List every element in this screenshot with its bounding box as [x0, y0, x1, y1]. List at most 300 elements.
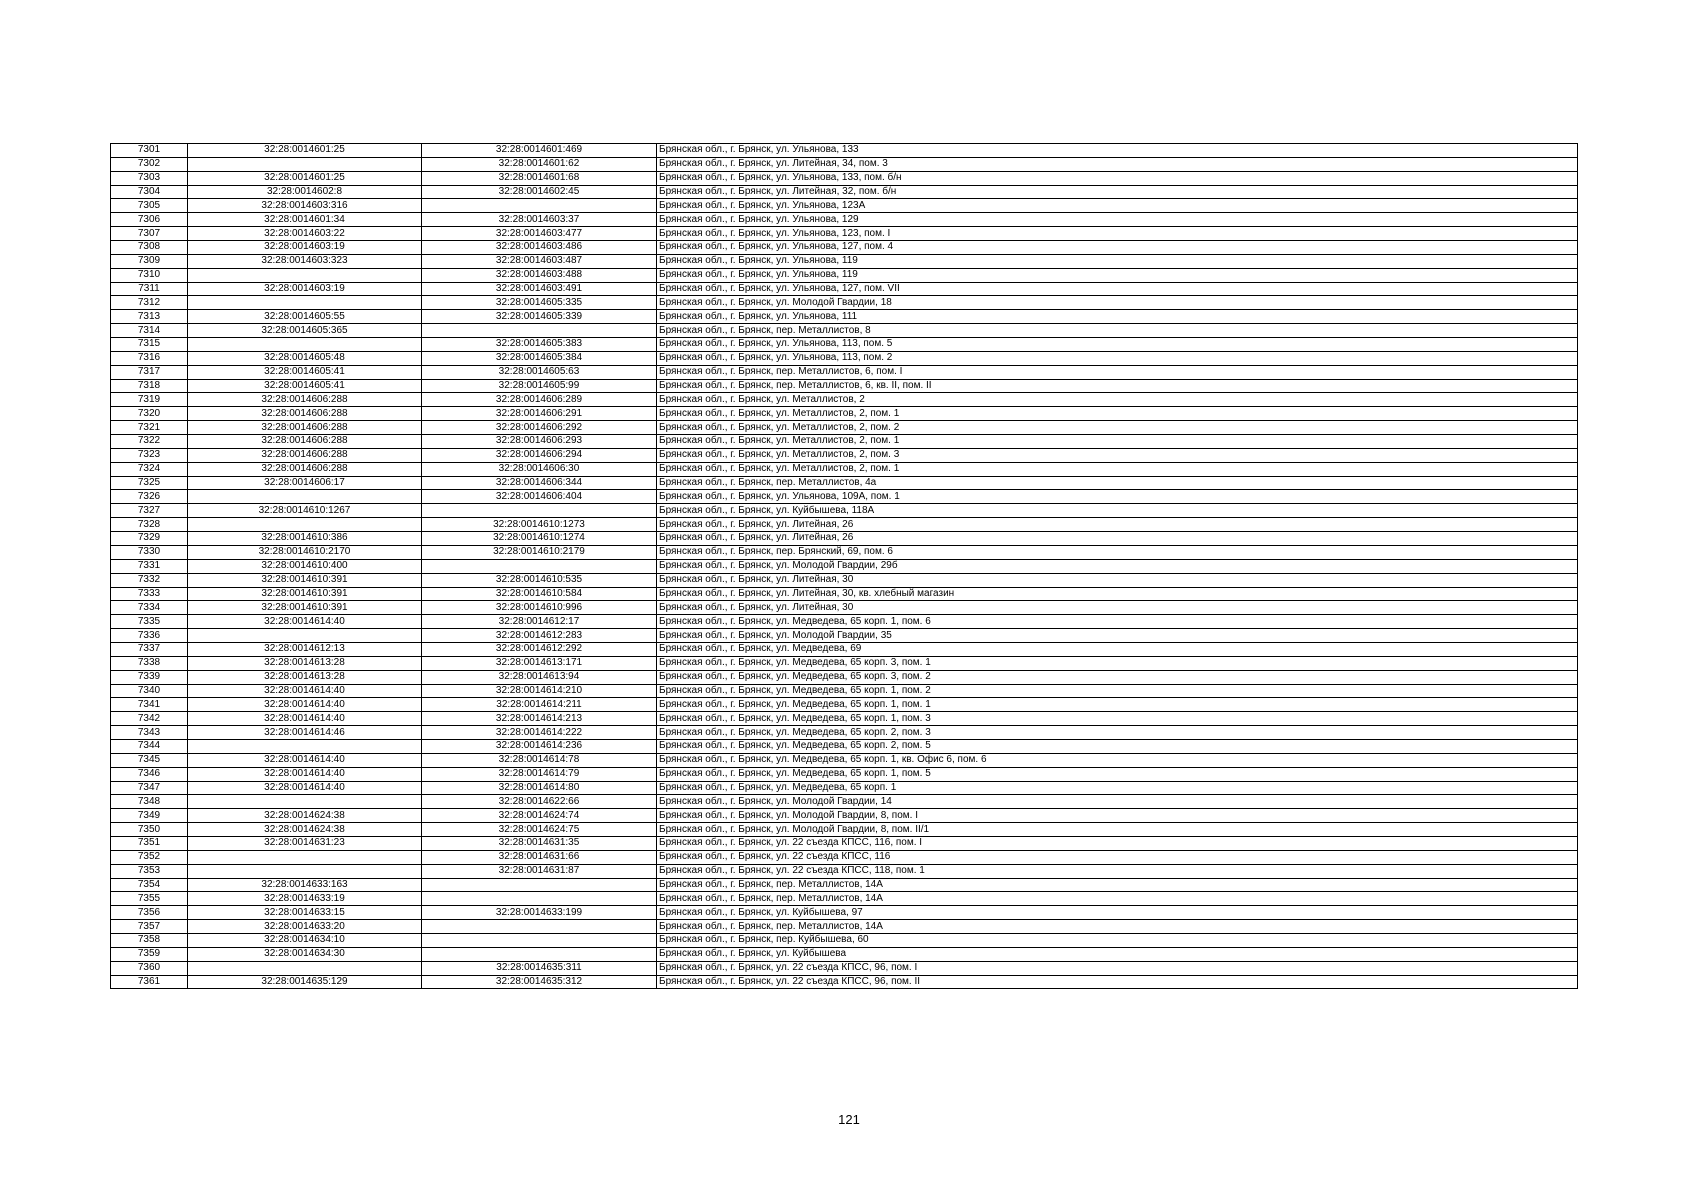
cadastral-number-cell: 32:28:0014614:40: [188, 698, 422, 712]
row-number-cell: 7352: [111, 850, 188, 864]
cadastral-number-secondary-cell: 32:28:0014603:37: [422, 213, 657, 227]
table-row: [111, 739, 1578, 753]
cadastral-number-cell: 32:28:0014633:163: [188, 878, 422, 892]
cadastral-number-secondary-cell: 32:28:0014603:491: [422, 282, 657, 296]
address-cell: Брянская обл., г. Брянск, ул. Медведева, 65 корп. 1, кв. Офис 6, пом. 6: [657, 753, 1578, 767]
cadastral-number-cell: 32:28:0014614:40: [188, 615, 422, 629]
cadastral-number-secondary-cell: 32:28:0014612:292: [422, 642, 657, 656]
table-row: [111, 698, 1578, 712]
cadastral-number-cell: [188, 850, 422, 864]
cadastral-number-secondary-cell: 32:28:0014605:63: [422, 365, 657, 379]
table-row: [111, 892, 1578, 906]
address-cell: Брянская обл., г. Брянск, ул. Ульянова, 127, пом. 4: [657, 241, 1578, 255]
cadastral-number-cell: 32:28:0014635:129: [188, 975, 422, 989]
cadastral-number-cell: 32:28:0014613:28: [188, 670, 422, 684]
row-number-cell: 7308: [111, 241, 188, 255]
cadastral-number-secondary-cell: 32:28:0014610:1273: [422, 518, 657, 532]
row-number-cell: 7302: [111, 157, 188, 171]
address-cell: Брянская обл., г. Брянск, ул. Ульянова, 123, пом. I: [657, 227, 1578, 241]
cadastral-number-secondary-cell: 32:28:0014635:312: [422, 975, 657, 989]
table-row: [111, 920, 1578, 934]
cadastral-number-cell: 32:28:0014606:288: [188, 435, 422, 449]
table-row: [111, 476, 1578, 490]
cadastral-number-secondary-cell: [422, 324, 657, 338]
cadastral-number-cell: 32:28:0014624:38: [188, 823, 422, 837]
cadastral-number-secondary-cell: 32:28:0014612:17: [422, 615, 657, 629]
cadastral-number-cell: [188, 268, 422, 282]
row-number-cell: 7323: [111, 448, 188, 462]
cadastral-number-secondary-cell: 32:28:0014622:66: [422, 795, 657, 809]
row-number-cell: 7343: [111, 726, 188, 740]
table-row: [111, 906, 1578, 920]
cadastral-number-cell: [188, 157, 422, 171]
row-number-cell: 7347: [111, 781, 188, 795]
table-row: [111, 282, 1578, 296]
row-number-cell: 7353: [111, 864, 188, 878]
cadastral-number-cell: 32:28:0014603:19: [188, 282, 422, 296]
table-row: [111, 504, 1578, 518]
row-number-cell: 7337: [111, 642, 188, 656]
row-number-cell: 7348: [111, 795, 188, 809]
cadastral-number-secondary-cell: 32:28:0014610:535: [422, 573, 657, 587]
cadastral-number-secondary-cell: 32:28:0014606:30: [422, 462, 657, 476]
address-cell: Брянская обл., г. Брянск, ул. Медведева, 65 корп. 3, пом. 1: [657, 656, 1578, 670]
table-row: [111, 545, 1578, 559]
row-number-cell: 7303: [111, 171, 188, 185]
page-number: 121: [838, 1112, 860, 1127]
address-cell: Брянская обл., г. Брянск, ул. Металлистов, 2, пом. 2: [657, 421, 1578, 435]
row-number-cell: 7332: [111, 573, 188, 587]
cadastral-number-cell: 32:28:0014633:15: [188, 906, 422, 920]
cadastral-number-cell: 32:28:0014614:40: [188, 753, 422, 767]
address-cell: Брянская обл., г. Брянск, ул. Ульянова, 113, пом. 2: [657, 351, 1578, 365]
table-row: [111, 310, 1578, 324]
table-row: [111, 781, 1578, 795]
table-row: [111, 947, 1578, 961]
cadastral-number-cell: 32:28:0014606:288: [188, 407, 422, 421]
cadastral-number-secondary-cell: 32:28:0014614:213: [422, 712, 657, 726]
address-cell: Брянская обл., г. Брянск, ул. Металлистов, 2: [657, 393, 1578, 407]
row-number-cell: 7314: [111, 324, 188, 338]
cadastral-number-secondary-cell: 32:28:0014605:384: [422, 351, 657, 365]
cadastral-number-cell: 32:28:0014605:48: [188, 351, 422, 365]
cadastral-number-secondary-cell: 32:28:0014605:339: [422, 310, 657, 324]
row-number-cell: 7319: [111, 393, 188, 407]
cadastral-number-cell: 32:28:0014605:41: [188, 365, 422, 379]
cadastral-number-secondary-cell: 32:28:0014614:222: [422, 726, 657, 740]
table-row: [111, 850, 1578, 864]
address-cell: Брянская обл., г. Брянск, пер. Металлистов, 6, кв. II, пом. II: [657, 379, 1578, 393]
table-row: [111, 448, 1578, 462]
row-number-cell: 7321: [111, 421, 188, 435]
cadastral-number-secondary-cell: [422, 892, 657, 906]
cadastral-number-secondary-cell: [422, 559, 657, 573]
cadastral-number-secondary-cell: 32:28:0014631:87: [422, 864, 657, 878]
cadastral-number-secondary-cell: 32:28:0014606:292: [422, 421, 657, 435]
address-cell: Брянская обл., г. Брянск, ул. Медведева, 65 корп. 3, пом. 2: [657, 670, 1578, 684]
table-row: [111, 642, 1578, 656]
address-cell: Брянская обл., г. Брянск, ул. Ульянова, 133: [657, 144, 1578, 158]
table-row: [111, 351, 1578, 365]
cadastral-number-secondary-cell: 32:28:0014606:344: [422, 476, 657, 490]
row-number-cell: 7359: [111, 947, 188, 961]
row-number-cell: 7304: [111, 185, 188, 199]
row-number-cell: 7317: [111, 365, 188, 379]
cadastral-number-secondary-cell: 32:28:0014605:335: [422, 296, 657, 310]
address-cell: Брянская обл., г. Брянск, ул. Куйбышева, 97: [657, 906, 1578, 920]
cadastral-number-secondary-cell: 32:28:0014606:404: [422, 490, 657, 504]
address-cell: Брянская обл., г. Брянск, ул. Ульянова, 111: [657, 310, 1578, 324]
cadastral-number-secondary-cell: 32:28:0014601:68: [422, 171, 657, 185]
cadastral-number-cell: [188, 338, 422, 352]
row-number-cell: 7325: [111, 476, 188, 490]
address-cell: Брянская обл., г. Брянск, ул. Металлистов, 2, пом. 1: [657, 462, 1578, 476]
address-cell: Брянская обл., г. Брянск, ул. Медведева, 69: [657, 642, 1578, 656]
address-cell: Брянская обл., г. Брянск, ул. Медведева, 65 корп. 1, пом. 6: [657, 615, 1578, 629]
address-cell: Брянская обл., г. Брянск, ул. 22 съезда КПСС, 96, пом. II: [657, 975, 1578, 989]
table-row: [111, 587, 1578, 601]
table-row: [111, 601, 1578, 615]
cadastral-number-secondary-cell: 32:28:0014612:283: [422, 629, 657, 643]
row-number-cell: 7334: [111, 601, 188, 615]
address-cell: Брянская обл., г. Брянск, ул. 22 съезда КПСС, 96, пом. I: [657, 961, 1578, 975]
row-number-cell: 7349: [111, 809, 188, 823]
address-cell: Брянская обл., г. Брянск, ул. Молодой Гвардии, 14: [657, 795, 1578, 809]
cadastral-number-cell: 32:28:0014610:391: [188, 573, 422, 587]
table-row: [111, 241, 1578, 255]
cadastral-number-secondary-cell: 32:28:0014610:2179: [422, 545, 657, 559]
table-row: [111, 199, 1578, 213]
cadastral-number-secondary-cell: 32:28:0014606:289: [422, 393, 657, 407]
cadastral-number-cell: 32:28:0014601:25: [188, 144, 422, 158]
row-number-cell: 7344: [111, 739, 188, 753]
address-cell: Брянская обл., г. Брянск, ул. Литейная, 30: [657, 573, 1578, 587]
address-cell: Брянская обл., г. Брянск, ул. Медведева, 65 корп. 2, пом. 5: [657, 739, 1578, 753]
cadastral-number-cell: 32:28:0014613:28: [188, 656, 422, 670]
cadastral-number-secondary-cell: 32:28:0014631:35: [422, 836, 657, 850]
table-row: [111, 338, 1578, 352]
cadastral-number-secondary-cell: [422, 933, 657, 947]
cadastral-number-secondary-cell: 32:28:0014610:1274: [422, 532, 657, 546]
cadastral-number-secondary-cell: 32:28:0014605:383: [422, 338, 657, 352]
address-cell: Брянская обл., г. Брянск, ул. Молодой Гвардии, 8, пом. I: [657, 809, 1578, 823]
cadastral-number-secondary-cell: 32:28:0014603:487: [422, 254, 657, 268]
address-cell: Брянская обл., г. Брянск, ул. Литейная, 30, кв. хлебный магазин: [657, 587, 1578, 601]
table-row: [111, 144, 1578, 158]
cadastral-number-secondary-cell: 32:28:0014613:171: [422, 656, 657, 670]
cadastral-number-cell: 32:28:0014614:40: [188, 781, 422, 795]
cadastral-number-cell: 32:28:0014633:19: [188, 892, 422, 906]
address-cell: Брянская обл., г. Брянск, ул. Куйбышева, 118А: [657, 504, 1578, 518]
cadastral-number-cell: 32:28:0014634:10: [188, 933, 422, 947]
cadastral-number-cell: [188, 961, 422, 975]
table-row: [111, 809, 1578, 823]
row-number-cell: 7346: [111, 767, 188, 781]
cadastral-number-secondary-cell: 32:28:0014614:236: [422, 739, 657, 753]
row-number-cell: 7301: [111, 144, 188, 158]
address-cell: Брянская обл., г. Брянск, пер. Металлистов, 14А: [657, 920, 1578, 934]
row-number-cell: 7354: [111, 878, 188, 892]
row-number-cell: 7322: [111, 435, 188, 449]
cadastral-number-cell: 32:28:0014610:391: [188, 601, 422, 615]
table-row: [111, 656, 1578, 670]
cadastral-number-secondary-cell: 32:28:0014601:62: [422, 157, 657, 171]
table-row: [111, 185, 1578, 199]
table-row: [111, 324, 1578, 338]
table-row: [111, 490, 1578, 504]
address-cell: Брянская обл., г. Брянск, ул. Ульянова, 119: [657, 268, 1578, 282]
address-cell: Брянская обл., г. Брянск, ул. Медведева, 65 корп. 1: [657, 781, 1578, 795]
cadastral-number-secondary-cell: 32:28:0014614:79: [422, 767, 657, 781]
address-cell: Брянская обл., г. Брянск, ул. Медведева, 65 корп. 1, пом. 1: [657, 698, 1578, 712]
address-cell: Брянская обл., г. Брянск, ул. 22 съезда КПСС, 118, пом. 1: [657, 864, 1578, 878]
row-number-cell: 7318: [111, 379, 188, 393]
cadastral-number-secondary-cell: 32:28:0014602:45: [422, 185, 657, 199]
address-cell: Брянская обл., г. Брянск, ул. Ульянова, 119: [657, 254, 1578, 268]
cadastral-number-cell: 32:28:0014606:288: [188, 421, 422, 435]
row-number-cell: 7313: [111, 310, 188, 324]
cadastral-number-cell: 32:28:0014601:34: [188, 213, 422, 227]
address-cell: Брянская обл., г. Брянск, пер. Металлистов, 6, пом. I: [657, 365, 1578, 379]
table-row: [111, 421, 1578, 435]
cadastral-number-cell: 32:28:0014606:288: [188, 393, 422, 407]
table-row: [111, 296, 1578, 310]
address-cell: Брянская обл., г. Брянск, ул. Металлистов, 2, пом. 1: [657, 407, 1578, 421]
cadastral-number-cell: 32:28:0014610:391: [188, 587, 422, 601]
row-number-cell: 7307: [111, 227, 188, 241]
table-row: [111, 823, 1578, 837]
row-number-cell: 7356: [111, 906, 188, 920]
address-cell: Брянская обл., г. Брянск, ул. 22 съезда КПСС, 116, пом. I: [657, 836, 1578, 850]
address-cell: Брянская обл., г. Брянск, ул. Ульянова, 113, пом. 5: [657, 338, 1578, 352]
cadastral-number-secondary-cell: 32:28:0014610:996: [422, 601, 657, 615]
table-row: [111, 684, 1578, 698]
row-number-cell: 7329: [111, 532, 188, 546]
cadastral-number-cell: [188, 296, 422, 310]
cadastral-number-cell: [188, 739, 422, 753]
address-cell: Брянская обл., г. Брянск, ул. Литейная, 26: [657, 532, 1578, 546]
cadastral-number-secondary-cell: [422, 199, 657, 213]
address-cell: Брянская обл., г. Брянск, ул. Молодой Гвардии, 29б: [657, 559, 1578, 573]
cadastral-number-secondary-cell: 32:28:0014605:99: [422, 379, 657, 393]
cadastral-number-cell: 32:28:0014614:40: [188, 712, 422, 726]
address-cell: Брянская обл., г. Брянск, ул. Ульянова, 123А: [657, 199, 1578, 213]
address-cell: Брянская обл., г. Брянск, пер. Куйбышева, 60: [657, 933, 1578, 947]
cadastral-number-cell: 32:28:0014605:55: [188, 310, 422, 324]
table-row: [111, 573, 1578, 587]
address-cell: Брянская обл., г. Брянск, пер. Металлистов, 14А: [657, 878, 1578, 892]
cadastral-number-secondary-cell: [422, 947, 657, 961]
address-cell: Брянская обл., г. Брянск, ул. Медведева, 65 корп. 1, пом. 5: [657, 767, 1578, 781]
registry-table: [110, 143, 1578, 989]
cadastral-number-cell: 32:28:0014601:25: [188, 171, 422, 185]
cadastral-number-cell: 32:28:0014633:20: [188, 920, 422, 934]
table-row: [111, 407, 1578, 421]
row-number-cell: 7335: [111, 615, 188, 629]
cadastral-number-cell: 32:28:0014605:41: [188, 379, 422, 393]
cadastral-number-cell: 32:28:0014624:38: [188, 809, 422, 823]
row-number-cell: 7311: [111, 282, 188, 296]
registry-table-body: [111, 144, 1578, 989]
row-number-cell: 7351: [111, 836, 188, 850]
cadastral-number-cell: [188, 795, 422, 809]
address-cell: Брянская обл., г. Брянск, ул. Ульянова, 109А, пом. 1: [657, 490, 1578, 504]
row-number-cell: 7328: [111, 518, 188, 532]
cadastral-number-secondary-cell: 32:28:0014606:293: [422, 435, 657, 449]
cadastral-number-cell: 32:28:0014614:40: [188, 684, 422, 698]
cadastral-number-secondary-cell: 32:28:0014603:486: [422, 241, 657, 255]
table-row: [111, 836, 1578, 850]
cadastral-number-secondary-cell: 32:28:0014606:291: [422, 407, 657, 421]
row-number-cell: 7355: [111, 892, 188, 906]
table-row: [111, 365, 1578, 379]
table-row: [111, 393, 1578, 407]
table-row: [111, 670, 1578, 684]
row-number-cell: 7341: [111, 698, 188, 712]
table-row: [111, 254, 1578, 268]
cadastral-number-secondary-cell: [422, 920, 657, 934]
row-number-cell: 7306: [111, 213, 188, 227]
cadastral-number-cell: 32:28:0014610:386: [188, 532, 422, 546]
address-cell: Брянская обл., г. Брянск, ул. Медведева, 65 корп. 2, пом. 3: [657, 726, 1578, 740]
row-number-cell: 7340: [111, 684, 188, 698]
row-number-cell: 7336: [111, 629, 188, 643]
cadastral-number-secondary-cell: 32:28:0014614:80: [422, 781, 657, 795]
address-cell: Брянская обл., г. Брянск, ул. Литейная, 26: [657, 518, 1578, 532]
table-row: [111, 961, 1578, 975]
cadastral-number-cell: 32:28:0014602:8: [188, 185, 422, 199]
cadastral-number-cell: 32:28:0014606:288: [188, 448, 422, 462]
cadastral-number-secondary-cell: 32:28:0014633:199: [422, 906, 657, 920]
row-number-cell: 7342: [111, 712, 188, 726]
cadastral-number-cell: 32:28:0014631:23: [188, 836, 422, 850]
cadastral-number-secondary-cell: 32:28:0014614:210: [422, 684, 657, 698]
cadastral-number-secondary-cell: 32:28:0014614:211: [422, 698, 657, 712]
address-cell: Брянская обл., г. Брянск, ул. Литейная, 32, пом. б/н: [657, 185, 1578, 199]
table-row: [111, 933, 1578, 947]
cadastral-number-secondary-cell: 32:28:0014610:584: [422, 587, 657, 601]
table-row: [111, 518, 1578, 532]
address-cell: Брянская обл., г. Брянск, ул. Металлистов, 2, пом. 1: [657, 435, 1578, 449]
row-number-cell: 7316: [111, 351, 188, 365]
cadastral-number-cell: 32:28:0014610:2170: [188, 545, 422, 559]
cadastral-number-secondary-cell: 32:28:0014624:75: [422, 823, 657, 837]
table-row: [111, 726, 1578, 740]
row-number-cell: 7312: [111, 296, 188, 310]
cadastral-number-secondary-cell: 32:28:0014613:94: [422, 670, 657, 684]
cadastral-number-cell: 32:28:0014606:17: [188, 476, 422, 490]
row-number-cell: 7324: [111, 462, 188, 476]
cadastral-number-secondary-cell: 32:28:0014631:66: [422, 850, 657, 864]
table-row: [111, 171, 1578, 185]
cadastral-number-cell: 32:28:0014605:365: [188, 324, 422, 338]
cadastral-number-cell: [188, 490, 422, 504]
address-cell: Брянская обл., г. Брянск, ул. Молодой Гвардии, 18: [657, 296, 1578, 310]
table-row: [111, 462, 1578, 476]
address-cell: Брянская обл., г. Брянск, ул. Медведева, 65 корп. 1, пом. 3: [657, 712, 1578, 726]
cadastral-number-cell: [188, 864, 422, 878]
table-row: [111, 795, 1578, 809]
address-cell: Брянская обл., г. Брянск, ул. Куйбышева: [657, 947, 1578, 961]
cadastral-number-secondary-cell: [422, 878, 657, 892]
table-row: [111, 864, 1578, 878]
cadastral-number-cell: 32:28:0014634:30: [188, 947, 422, 961]
cadastral-number-cell: 32:28:0014603:323: [188, 254, 422, 268]
row-number-cell: 7326: [111, 490, 188, 504]
address-cell: Брянская обл., г. Брянск, ул. Металлистов, 2, пом. 3: [657, 448, 1578, 462]
address-cell: Брянская обл., г. Брянск, ул. Молодой Гвардии, 8, пом. II/1: [657, 823, 1578, 837]
address-cell: Брянская обл., г. Брянск, ул. Ульянова, 133, пом. б/н: [657, 171, 1578, 185]
cadastral-number-secondary-cell: 32:28:0014603:488: [422, 268, 657, 282]
row-number-cell: 7331: [111, 559, 188, 573]
cadastral-number-cell: [188, 629, 422, 643]
table-row: [111, 712, 1578, 726]
table-row: [111, 227, 1578, 241]
row-number-cell: 7357: [111, 920, 188, 934]
cadastral-number-secondary-cell: 32:28:0014601:469: [422, 144, 657, 158]
cadastral-number-cell: 32:28:0014603:22: [188, 227, 422, 241]
cadastral-number-cell: 32:28:0014610:400: [188, 559, 422, 573]
address-cell: Брянская обл., г. Брянск, ул. Литейная, 30: [657, 601, 1578, 615]
row-number-cell: 7310: [111, 268, 188, 282]
cadastral-number-cell: 32:28:0014603:316: [188, 199, 422, 213]
address-cell: Брянская обл., г. Брянск, ул. Медведева, 65 корп. 1, пом. 2: [657, 684, 1578, 698]
row-number-cell: 7330: [111, 545, 188, 559]
table-row: [111, 435, 1578, 449]
cadastral-number-secondary-cell: 32:28:0014635:311: [422, 961, 657, 975]
address-cell: Брянская обл., г. Брянск, ул. Ульянова, 127, пом. VII: [657, 282, 1578, 296]
table-row: [111, 975, 1578, 989]
address-cell: Брянская обл., г. Брянск, пер. Металлистов, 4а: [657, 476, 1578, 490]
table-row: [111, 157, 1578, 171]
row-number-cell: 7333: [111, 587, 188, 601]
row-number-cell: 7345: [111, 753, 188, 767]
row-number-cell: 7350: [111, 823, 188, 837]
table-row: [111, 615, 1578, 629]
row-number-cell: 7315: [111, 338, 188, 352]
cadastral-number-cell: [188, 518, 422, 532]
table-row: [111, 629, 1578, 643]
row-number-cell: 7361: [111, 975, 188, 989]
table-row: [111, 268, 1578, 282]
row-number-cell: 7309: [111, 254, 188, 268]
cadastral-number-cell: 32:28:0014612:13: [188, 642, 422, 656]
row-number-cell: 7320: [111, 407, 188, 421]
table-row: [111, 213, 1578, 227]
table-row: [111, 753, 1578, 767]
table-row: [111, 379, 1578, 393]
cadastral-number-cell: 32:28:0014610:1267: [188, 504, 422, 518]
cadastral-number-secondary-cell: 32:28:0014624:74: [422, 809, 657, 823]
cadastral-number-secondary-cell: 32:28:0014614:78: [422, 753, 657, 767]
cadastral-number-cell: 32:28:0014614:46: [188, 726, 422, 740]
table-row: [111, 532, 1578, 546]
row-number-cell: 7305: [111, 199, 188, 213]
address-cell: Брянская обл., г. Брянск, ул. Литейная, 34, пом. 3: [657, 157, 1578, 171]
cadastral-number-secondary-cell: [422, 504, 657, 518]
table-row: [111, 559, 1578, 573]
cadastral-number-cell: 32:28:0014614:40: [188, 767, 422, 781]
table-row: [111, 767, 1578, 781]
row-number-cell: 7360: [111, 961, 188, 975]
cadastral-number-cell: 32:28:0014603:19: [188, 241, 422, 255]
address-cell: Брянская обл., г. Брянск, ул. 22 съезда КПСС, 116: [657, 850, 1578, 864]
address-cell: Брянская обл., г. Брянск, ул. Ульянова, 129: [657, 213, 1578, 227]
cadastral-number-cell: 32:28:0014606:288: [188, 462, 422, 476]
row-number-cell: 7327: [111, 504, 188, 518]
row-number-cell: 7338: [111, 656, 188, 670]
address-cell: Брянская обл., г. Брянск, пер. Брянский, 69, пом. 6: [657, 545, 1578, 559]
